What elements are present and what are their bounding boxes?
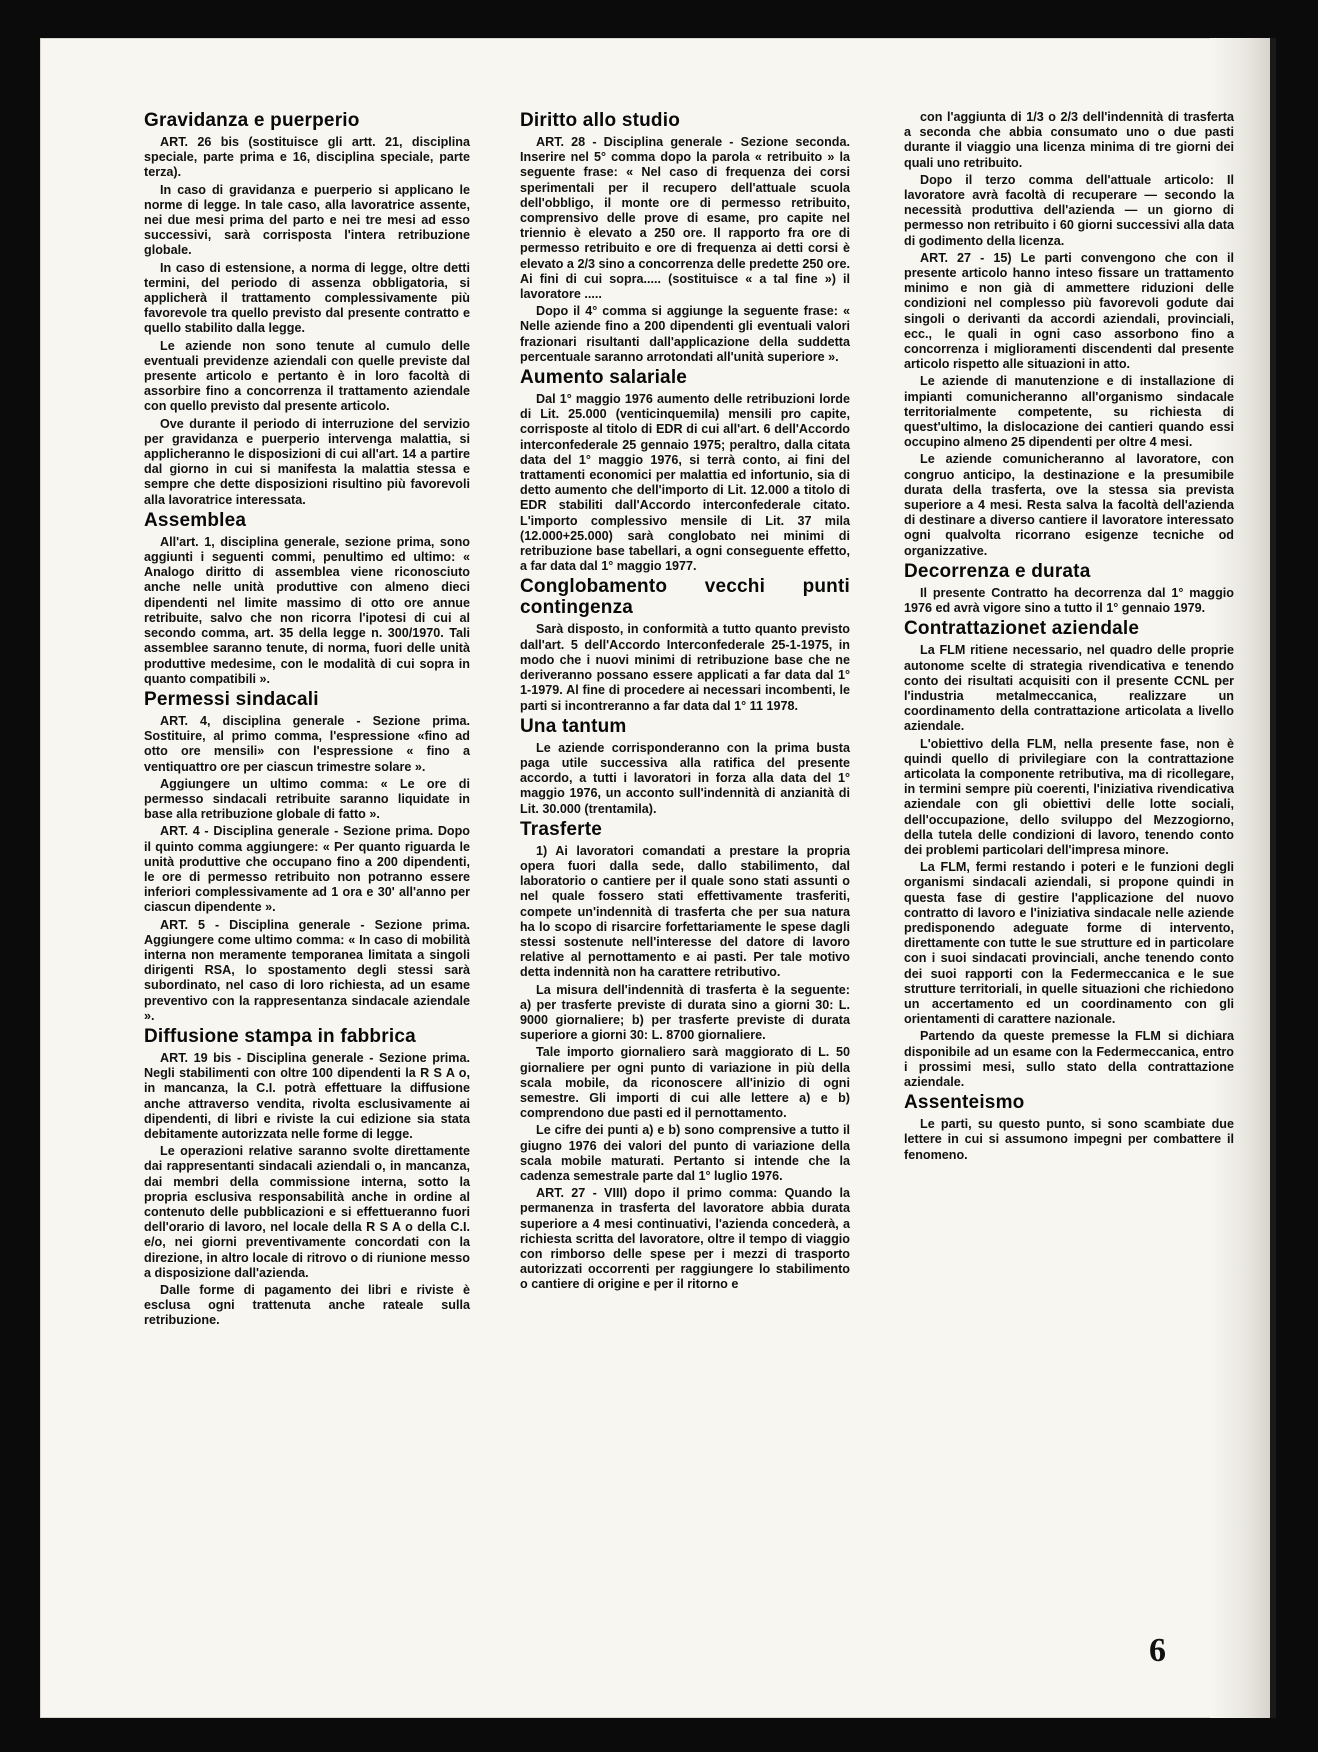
paragraph: con l'aggiunta di 1/3 o 2/3 dell'indennità di trasferta a seconda che abbia consumato uno o due pasti durante il viaggio una licenza minima di tre giorni dei quali uno retribuito. [904, 110, 1234, 170]
paragraph: Aggiungere un ultimo comma: « Le ore di permesso sindacali retribuite saranno liquidate in base alla retribuzione globale di fatto ». [144, 776, 470, 822]
article-section [904, 110, 1234, 559]
article-section [520, 367, 850, 574]
article-section [144, 510, 470, 687]
article-section [520, 110, 850, 365]
scanned-page [40, 38, 1276, 1718]
paragraph: Dalle forme di pagamento dei libri e riviste è esclusa ogni trattenuta anche rateale sulla retribuzione. [144, 1283, 470, 1328]
section-heading: Aumento salariale [520, 367, 688, 389]
section-heading: Diffusione stampa in fabbrica [144, 1025, 416, 1047]
paragraph: 1) Ai lavoratori comandati a prestare la propria opera fuori dalla sede, dallo stabilimento, dal laboratorio o cantiere per il quale sono stati assunti o nel quale fossero stati effettivamente trasferiti, compete un'indennità di trasferta che per sua natura ha lo scopo di risarcire forfettariamente le spese dagli stessi sostenute nell'interesse del datore di lavoro relative al pernottamento e ai pasti. Per tale motivo detta indennità non ha carattere retributivo. [520, 843, 850, 980]
paragraph: Le parti, su questo punto, si sono scambiate due lettere in cui si assumono impegni per combattere il fenomeno. [904, 1117, 1234, 1162]
paragraph: Le aziende non sono tenute al cumulo delle eventuali previdenze aziendali con quelle previste dal presente articolo e pertanto è in loro facoltà di assorbire fino a concorrenza il trattamento aziendale con quello previsto dal presente articolo. [144, 338, 470, 414]
paragraph: Tale importo giornaliero sarà maggiorato di L. 50 giornaliere per ogni punto di variazione in più della scala mobile, da riconoscere all'inizio di ogni semestre. Gli importi di cui alle lettere a) e b) comprendono due pasti ed il pernottamento. [520, 1045, 850, 1121]
column-3 [904, 110, 1234, 1165]
paragraph: ART. 28 - Disciplina generale - Sezione seconda. Inserire nel 5° comma dopo la parola « retribuito » la seguente frase: « Nel caso di frequenza dei corsi sperimentali per il recupero dell'attuale scuola dell'obbligo, il monte ore di permesso retribuito, comprensivo delle prove di esame, pro capite nel triennio è elevato a 250 ore. Il rapporto fra ore di permesso retribuito e ore di frequenza ai detti corsi è elevato a 2/3 sino a concorrenza delle predette 250 ore. Ai fini di cui sopra..... (sostituisce « a tal fine ») il lavoratore ..... [520, 135, 850, 302]
article-section [144, 110, 470, 508]
column-2 [520, 110, 850, 1295]
paragraph: ART. 26 bis (sostituisce gli artt. 21, disciplina speciale, parte prima e 16, disciplina speciale, parte terza). [144, 135, 470, 180]
article-section [520, 576, 850, 713]
section-heading: Decorrenza e durata [904, 560, 1091, 582]
section-heading: Gravidanza e puerperio [144, 110, 360, 131]
section-heading: Contrattazionet aziendale [904, 618, 1140, 640]
paragraph: L'obiettivo della FLM, nella presente fase, non è quindi quello di privilegiare con la contrattazione articolata la componente retributiva, ma di ricollegare, in termini sempre più coerenti, l'iniziativa rivendicativa aziendale con gli obiettivi delle lotte sociali, dell'occupazione, dello sviluppo del Mezzogiorno, della tutela delle condizioni di lavoro, tenendo conto dei problemi particolari dell'impresa minore. [904, 736, 1234, 857]
section-heading: Diritto allo studio [520, 110, 681, 131]
paragraph: Dopo il 4° comma si aggiunge la seguente frase: « Nelle aziende fino a 200 dipendenti gli eventuali valori frazionari risultanti dall'applicazione della suddetta percentuale saranno arrotondati all'unità superiore ». [520, 304, 850, 364]
article-section [144, 689, 470, 1024]
paragraph: Dopo il terzo comma dell'attuale articolo: Il lavoratore avrà facoltà di recuperare — secondo la necessità produttiva dell'azienda — un giorno di permesso non retribuito i 60 giorni successivi alla data di godimento della licenza. [904, 172, 1234, 248]
paragraph: Partendo da queste premesse la FLM si dichiara disponibile ad un esame con la Federmeccanica, entro i prossimi mesi, sullo stato della contrattazione aziendale. [904, 1029, 1234, 1089]
paragraph: Il presente Contratto ha decorrenza dal 1° maggio 1976 ed avrà vigore sino a tutto il 1° gennaio 1979. [904, 585, 1234, 616]
section-heading: Una tantum [520, 715, 627, 737]
scan-corner-mark [1280, 18, 1312, 40]
paragraph: ART. 4 - Disciplina generale - Sezione prima. Dopo il quinto comma aggiungere: « Per quanto riguarda le unità produttive che occupano fino a 200 dipendenti, le ore di permesso retribuito non potranno essere inferiori complessivamente ad 1 ora e 30' all'anno per ciascun dipendente ». [144, 824, 470, 915]
paragraph: ART. 5 - Disciplina generale - Sezione prima. Aggiungere come ultimo comma: « In caso di mobilità interna non meramente temporanea limitata a singoli dirigenti RSA, lo spostamento degli stessi sarà subordinato, nel caso di loro richiesta, ad un esame preventivo con la rappresentanza sindacale aziendale ». [144, 917, 470, 1023]
paragraph: ART. 27 - VIII) dopo il primo comma: Quando la permanenza in trasferta del lavoratore abbia durata superiore a 4 mesi continuativi, l'azienda concederà, a richiesta scritta del lavoratore, oltre il tempo di viaggio con rimborso delle spese per i mezzi di trasporto autorizzati occorrenti per raggiungere lo stabilimento o cantiere di origine e per il ritorno e [520, 1186, 850, 1292]
paragraph: Le aziende di manutenzione e di installazione di impianti comunicheranno all'organismo sindacale territorialmente competente, su richiesta di quest'ultimo, la dislocazione dei cantieri quando essi occupino almeno 25 dipendenti per oltre 4 mesi. [904, 374, 1234, 450]
paragraph: La FLM, fermi restando i poteri e le funzioni degli organismi sindacali aziendali, si propone quindi in questa fase di gestire l'applicazione del nuovo contratto di lavoro e l'iniziativa sindacale nelle aziende predisponendo adeguate forme di intervento, direttamente con tutte le sue strutture ed in particolare con i suoi sindacati provinciali, anche tenendo conto dei suoi rapporti con la Federmeccanica e le sue strutture territoriali, in quelle situazioni che richiedono un accertamento ed un coordinamento con gli orientamenti di carattere nazionale. [904, 860, 1234, 1027]
article-section [904, 561, 1234, 616]
article-section [520, 716, 850, 817]
section-heading: Assenteismo [904, 1092, 1025, 1114]
page-number: 6 [1149, 1632, 1166, 1669]
paragraph: La FLM ritiene necessario, nel quadro delle proprie autonome scelte di strategia rivendicativa e tenendo conto dei risultati acquisiti con il presente CCNL per l'industria metalmeccanica, realizzare un coordinamento della contrattazione articolata a livello aziendale. [904, 643, 1234, 734]
paragraph: ART. 19 bis - Disciplina generale - Sezione prima. Negli stabilimenti con oltre 100 dipendenti la R S A o, in mancanza, la C.I. potrà effettuare la diffusione anche attraverso vendita, rivolta esclusivamente ai dipendenti, di libri e riviste la cui edizione sia stata debitamente autorizzata nelle forme di legge. [144, 1050, 470, 1141]
article-section [520, 819, 850, 1293]
column-1 [144, 110, 470, 1331]
paragraph: ART. 27 - 15) Le parti convengono che con il presente articolo hanno inteso fissare un trattamento minimo e non già di ammettere riduzioni delle condizioni nel complesso più favorevoli godute dai singoli o derivanti da accordi aziendali, provinciali, ecc., le quali in ogni caso assorbono fino a concorrenza i miglioramenti discendenti dal presente articolo rispetto alle situazioni in atto. [904, 250, 1234, 372]
paragraph: In caso di estensione, a norma di legge, oltre detti termini, del periodo di assenza obbligatoria, si applicherà il trattamento complessivamente più favorevole tra quello previsto dal presente contratto e quello stabilito dalla legge. [144, 260, 470, 336]
article-section [144, 1026, 470, 1329]
paragraph: Dal 1° maggio 1976 aumento delle retribuzioni lorde di Lit. 25.000 (venticinquemila) mensili pro capite, corrisposte al titolo di EDR di cui all'art. 6 dell'Accordo interconfederale 25 gennaio 1975; peraltro, dalla citata data del 1° maggio 1976, si terrà conto, ai fini del trattamenti economici per malattia ed infortunio, sia di detto aumento che dell'importo di Lit. 12.000 a titolo di EDR stabiliti dall'Accordo interconfederale citato. L'importo complessivo mensile di Lit. 37 mila (12.000+25.000) sarà conglobato nei minimi di retribuzione base tabellari, a ogni conseguente effetto, a far data dal 1° maggio 1977. [520, 392, 850, 574]
section-heading: Permessi sindacali [144, 688, 319, 710]
paragraph: Le operazioni relative saranno svolte direttamente dai rappresentanti sindacali aziendali o, in mancanza, dai membri della commissione interna, sotto la propria esclusiva responsabilità anche in ordine al contenuto delle pubblicazioni e si effettueranno fuori dell'orario di lavoro, nel locale della R S A o della C.I. e/o, nei giorni preventivamente concordati con la direzione, in altro locale di ritrovo o di riunione messo a disposizione dall'azienda. [144, 1144, 470, 1280]
paragraph: La misura dell'indennità di trasferta è la seguente: a) per trasferte previste di durata sino a giorni 30: L. 9000 giornaliere; b) per trasferte previste di durata superiore a giorni 30: L. 8700 giornaliere. [520, 982, 850, 1043]
section-heading: Assemblea [144, 509, 247, 531]
paragraph: Le aziende corrisponderanno con la prima busta paga utile successiva alla ratifica del presente accordo, a tutti i lavoratori in forza alla data del 1° maggio 1976, un acconto sull'indennità di anzianità di Lit. 30.000 (trentamila). [520, 740, 850, 816]
paragraph: All'art. 1, disciplina generale, sezione prima, sono aggiunti i seguenti commi, penultimo ed ultimo: « Analogo diritto di assemblea viene riconosciuto anche nelle unità produttive con almeno dieci dipendenti nel limite massimo di otto ore annue retribuite, salvo che non ricorra l'ipotesi di cui al secondo comma, art. 35 della legge n. 300/1970. Tali assemblee saranno tenute, di norma, fuori delle unità produttive medesime, con le modalità di cui sopra in quanto compatibili ». [144, 534, 470, 686]
paragraph: In caso di gravidanza e puerperio si applicano le norme di legge. In tale caso, alla lavoratrice assente, nei due mesi prima del parto e nei tre mesi ad esso successivi, sarà corrisposta l'intera retribuzione globale. [144, 182, 470, 258]
paragraph: ART. 4, disciplina generale - Sezione prima. Sostituire, al primo comma, l'espressione «fino ad otto ore mensili» con l'espressione « fino a ventiquattro ore per ciascun trimestre solare ». [144, 713, 470, 774]
paragraph: Le cifre dei punti a) e b) sono comprensive a tutto il giugno 1976 dei valori del punto di variazione della scala mobile maturati. Pertanto si intende che la cadenza semestrale parte dal 1° luglio 1976. [520, 1123, 850, 1183]
section-heading: Conglobamento vecchi punti contingenza [520, 576, 850, 619]
article-section [904, 1092, 1234, 1163]
article-section [904, 618, 1234, 1090]
paragraph: Le aziende comunicheranno al lavoratore, con congruo anticipo, la destinazione e la presumibile durata della trasferta, ove la stessa sia prevista superiore a 4 mesi. Resta salva la facoltà dell'azienda di destinare a diverso cantiere il lavoratore interessato ogni qualvolta ricorrano esigenze tecniche od organizzative. [904, 452, 1234, 558]
paragraph: Ove durante il periodo di interruzione del servizio per gravidanza e puerperio intervenga malattia, si applicheranno le disposizioni di cui all'art. 14 a partire dal giorno in cui si manifesta la malattia stessa e sempre che dette disposizioni risultino più favorevoli alla lavoratrice interessata. [144, 416, 470, 507]
paragraph: Sarà disposto, in conformità a tutto quanto previsto dall'art. 5 dell'Accordo Interconfederale 25-1-1975, in modo che i nuovi minimi di retribuzione base che ne deriveranno possano essere applicati a far data dal 1° 1-1979. Al fine di procedere ai necessari incombenti, le parti si incontreranno a far data dal 1° 11 1978. [520, 622, 850, 713]
section-heading: Trasferte [520, 818, 603, 840]
